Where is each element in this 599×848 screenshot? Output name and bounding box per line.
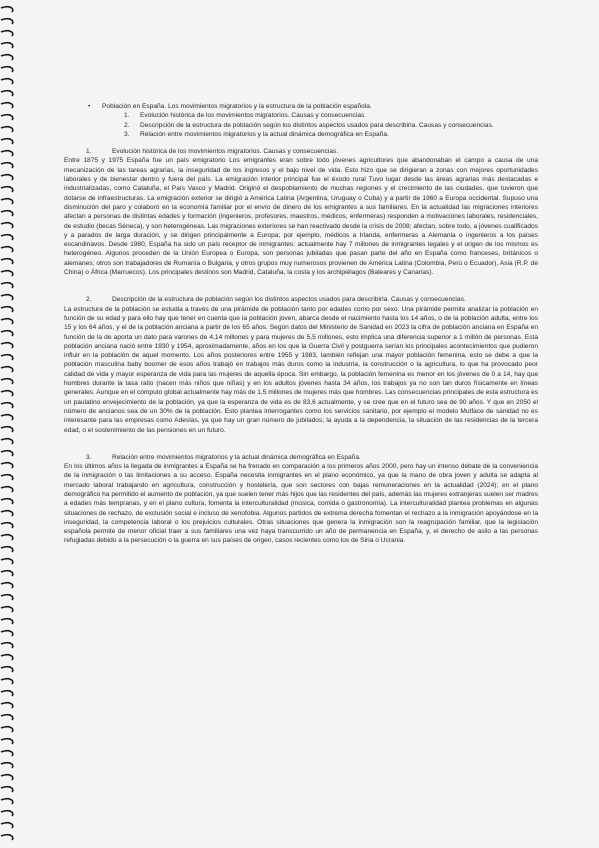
spiral-ring <box>1 595 13 600</box>
spiral-ring <box>1 547 13 552</box>
spiral-ring <box>1 439 13 444</box>
spiral-ring <box>1 187 13 192</box>
spiral-ring <box>1 139 13 144</box>
spiral-ring <box>1 727 13 732</box>
spiral-ring <box>1 475 13 480</box>
spiral-ring <box>1 223 13 228</box>
outline-item-number: 2. <box>124 121 130 129</box>
spiral-binding <box>0 0 20 848</box>
section-body: Entre 1875 y 1975 España fue un país emigratorio Los emigrantes eran sobre todo jóvenes agricultores que abandonaban el campo a causa de una mecanización de las tareas agrarias, la inseguridad de los ingresos y el bajo nivel de vida. Esto hizo que se dirigieran a zonas con mejores oportunidades laborales y de bienestar dentro y fuera del país. La emigración interior principal fue el éxodo rural Tuvo lugar desde las áreas agrarias más destacadas e industrializadas, como Cataluña, el País Vasco y Madrid. Originó el despoblamiento de muchas regiones y el crecimiento de las ciudades, que tuvieron que dotarse de infraestructuras. La emigración exterior se dirigió a América Latina (Argentina, Uruguay o Cuba) y a partir de 1960 a Europa occidental. Supuso una disminución del paro y colaboró en la economía familiar por el envío de dinero de los emigrantes a sus familiares. En la actualidad las migraciones interiores afectan a personas de distintas edades y formación (ingenieros, profesores, maestros, médicos, enfermeras) responden a motivaciones laborales, residenciales, de estudio (becas Séneca), y son heterogéneas. Las migraciones exteriores se han reactivado desde la crisis de 2008; afectan, sobre todo, a jóvenes cualificados y a parados de larga duración, y se dirigen principalmente a Europa; por ejemplo, médicos a Irlanda, enfermeras a Alemania o ingenieros a los países escandinavos. Desde 1980, España ha sido un país receptor de inmigrantes: actualmente hay 7 millones de inmigrantes legales y el origen de los mismos es heterogéneo. Algunos proceden de la Unión Europea o Europa, son personas jubiladas que pasan parte del año en España como franceses, británicos o alemanes; otros son trabajadores de Rumanía o Bulgaria, y otros grupos muy numerosos provienen de América Latina (Colombia, Perú o Ecuador), Asia (R.P. de China) o África (Marruecos). Los principales destinos son Madrid, Cataluña, la costa y los archipiélagos (Baleares y Canarias). <box>64 157 538 277</box>
spiral-ring <box>1 235 13 240</box>
spiral-ring <box>1 307 13 312</box>
spiral-ring <box>1 679 13 684</box>
outline <box>88 102 538 139</box>
spiral-ring <box>1 571 13 576</box>
spiral-ring <box>1 79 13 84</box>
spiral-ring <box>1 715 13 720</box>
spiral-ring <box>1 487 13 492</box>
spiral-ring <box>1 811 13 816</box>
spiral-ring <box>1 271 13 276</box>
section-heading <box>86 295 538 304</box>
spiral-ring <box>1 283 13 288</box>
spiral-ring <box>1 427 13 432</box>
spiral-ring <box>1 199 13 204</box>
spiral-ring <box>1 667 13 672</box>
spiral-ring <box>1 835 13 840</box>
spiral-ring <box>1 67 13 72</box>
section-number: 3. <box>86 453 92 461</box>
spiral-ring <box>1 463 13 468</box>
outline-item <box>124 111 538 120</box>
spiral-ring <box>1 607 13 612</box>
spiral-ring <box>1 55 13 60</box>
spiral-ring <box>1 451 13 456</box>
spiral-ring <box>1 583 13 588</box>
spiral-ring <box>1 163 13 168</box>
spiral-ring <box>1 319 13 324</box>
spiral-ring <box>1 559 13 564</box>
spiral-ring <box>1 343 13 348</box>
spiral-ring <box>1 379 13 384</box>
spiral-ring <box>1 31 13 36</box>
spiral-ring <box>1 763 13 768</box>
section <box>64 453 538 546</box>
spiral-ring <box>1 19 13 24</box>
section <box>64 295 538 434</box>
section-title: Relación entre movimientos migratorios y la actual dinámica demográfica en España. <box>112 453 361 461</box>
section-heading <box>86 147 538 156</box>
spiral-ring <box>1 247 13 252</box>
section-number: 1. <box>86 148 92 156</box>
outline-item-number: 3. <box>124 130 130 138</box>
spiral-ring <box>1 619 13 624</box>
spiral-ring <box>1 295 13 300</box>
section-title: Descripción de la estructura de población según los distintos aspectos usados para describirla. Causas y consecuencias. <box>112 296 466 304</box>
spiral-ring <box>1 751 13 756</box>
section-body: La estructura de la población se estudia a través de una pirámide de población tanto por edades como por sexo. Una pirámide permite analizar la población en función de su edad y para ello hay que tener en cuenta que la población joven, abarca desde el nacimiento hasta los 14 años, o de la población adulta, entre los 15 y los 64 años, y el de la población anciana a partir de los 65 años. Según datos del Ministerio de Sanidad en 2023 la cifra de población anciana en España en función de la de aporta un dato para varones de 4,14 millones y para mujeres de 5,5 millones, esto implica una diferencia superior a 1 millón de personas. Esta población anciana nació entre 1930 y 1954, aproximadamente, años en los que la Guerra Civil y postguerra serían los principales acontecimientos que pudieron influir en la población de aquel momento. Los años posteriores entre 1955 y 1983, también reflejan una mayor población femenina, esto se debe a que la población masculina baby boomer de esos años trabajó en trabajos más duros como la industria, la construcción o la agricultura, lo que ha provocado peor calidad de vida y mayor esperanza de vida para las mujeres de aquella época. Sin embargo, la población femenina es menor en los jóvenes de 0 a 14, hay que hombres durante la tasa ratio (nacen más niños que niñas) y en los adultos jóvenes hasta 34 años, los trabajos ya no son tan duros físicamente en líneas generales. Aunque en el cómputo global actualmente hay más de 1,5 millones de mujeres más que hombres. Las consecuencias principales de esta estructura es un paulatino envejecimiento de la población, ya que la esperanza de vida es de 83,6 actualmente, y se cree que en el futuro sea de 90 años. Y que en 2050 el número de ancianos sea de un 30% de la población. Esto plantea interrogantes como los servicios sanitario, por ejemplo el modelo Mutface de sanidad no es interesante para las empresas como Adeslas, ya que hay un gran número de jubilados; la ayuda a la dependencia, la situación de las residencias de la tercera edad, o el sostenimiento de las pensiones en un futuro. <box>64 305 538 434</box>
spiral-ring <box>1 367 13 372</box>
spiral-ring <box>1 691 13 696</box>
spiral-ring <box>1 643 13 648</box>
spiral-ring <box>1 535 13 540</box>
section-heading <box>86 453 538 462</box>
section-number: 2. <box>86 296 92 304</box>
outline-item-text: Descripción de la estructura de población según los distintos aspectos usados para describirla. Causas y consecuencias. <box>140 121 494 129</box>
spiral-ring <box>1 151 13 156</box>
spiral-ring <box>1 511 13 516</box>
outline-item-text: Evolución histórica de los movimientos migratorios. Causas y consecuencias. <box>140 112 367 120</box>
spiral-ring <box>1 211 13 216</box>
spiral-ring <box>1 703 13 708</box>
spiral-ring <box>1 355 13 360</box>
outline-item <box>124 130 538 139</box>
spiral-ring <box>1 115 13 120</box>
section <box>64 147 538 277</box>
spiral-ring <box>1 7 13 12</box>
outline-title: Población en España. Los movimientos migratorios y la estructura de la población española. <box>102 103 372 110</box>
outline-item-number: 1. <box>124 112 130 120</box>
spiral-ring <box>1 127 13 132</box>
spiral-ring <box>1 403 13 408</box>
document-content <box>64 102 538 546</box>
spiral-ring <box>1 655 13 660</box>
spiral-ring <box>1 175 13 180</box>
outline-item-text: Relación entre movimientos migratorios y la actual dinámica demográfica en España. <box>140 130 389 138</box>
spiral-ring <box>1 799 13 804</box>
outline-list <box>124 111 538 139</box>
spiral-ring <box>1 415 13 420</box>
spiral-ring <box>1 391 13 396</box>
spiral-ring <box>1 43 13 48</box>
spiral-ring <box>1 787 13 792</box>
spiral-ring <box>1 631 13 636</box>
spiral-ring <box>1 823 13 828</box>
spiral-ring <box>1 739 13 744</box>
spiral-ring <box>1 523 13 528</box>
spiral-ring <box>1 91 13 96</box>
spiral-ring <box>1 775 13 780</box>
outline-item <box>124 121 538 130</box>
bullet-icon: • <box>88 103 91 110</box>
spiral-ring <box>1 259 13 264</box>
spiral-ring <box>1 103 13 108</box>
section-body: En los últimos años la llegada de inmigrantes a España se ha frenado en comparación a los primeros años 2000, pero hay un intenso debate de la conveniencia de la inmigración o las limitaciones a su acceso. España necesita inmigrantes en el plano económico, ya que la mano de obra joven y adulta se adapta al mercado laboral trabajando en agricultura, construcción y hostelería, que son sectores con bajas remuneraciones en la actualidad (2024); en el plano demográfico ha permitido el aumento de población, ya que suelen tener más hijos que las residentes del país, además las mujeres extranjeras suelen ser madres a edades más tempranas, y en el plano cultura, fomenta la interculturalidad (música, comida o gastronomía). La interculturalidad plantea problemas en algunas situaciones de rechazo, de exclusión social e incluso de xenofobia. Algunos partidos de extrema derecha fomentan el rechazo a la inmigración apoyándose en la inseguridad, la competencia laboral o los prejuicios culturales. Otras situaciones que genera la inmigración son la reagrupación familiar, que la legislación española permite de menor oficial traer a sus familiares una vez haya transcurrido un año de permanencia en España, y, el derecho de asilo a las personas refugiadas debido a la persecución o la guerra en sus países de origen, casos recientes como los de Siria o Ucrania. <box>64 463 538 545</box>
spiral-ring <box>1 331 13 336</box>
section-title: Evolución histórica de los movimientos migratorios. Causas y consecuencias. <box>112 148 339 156</box>
spiral-ring <box>1 499 13 504</box>
